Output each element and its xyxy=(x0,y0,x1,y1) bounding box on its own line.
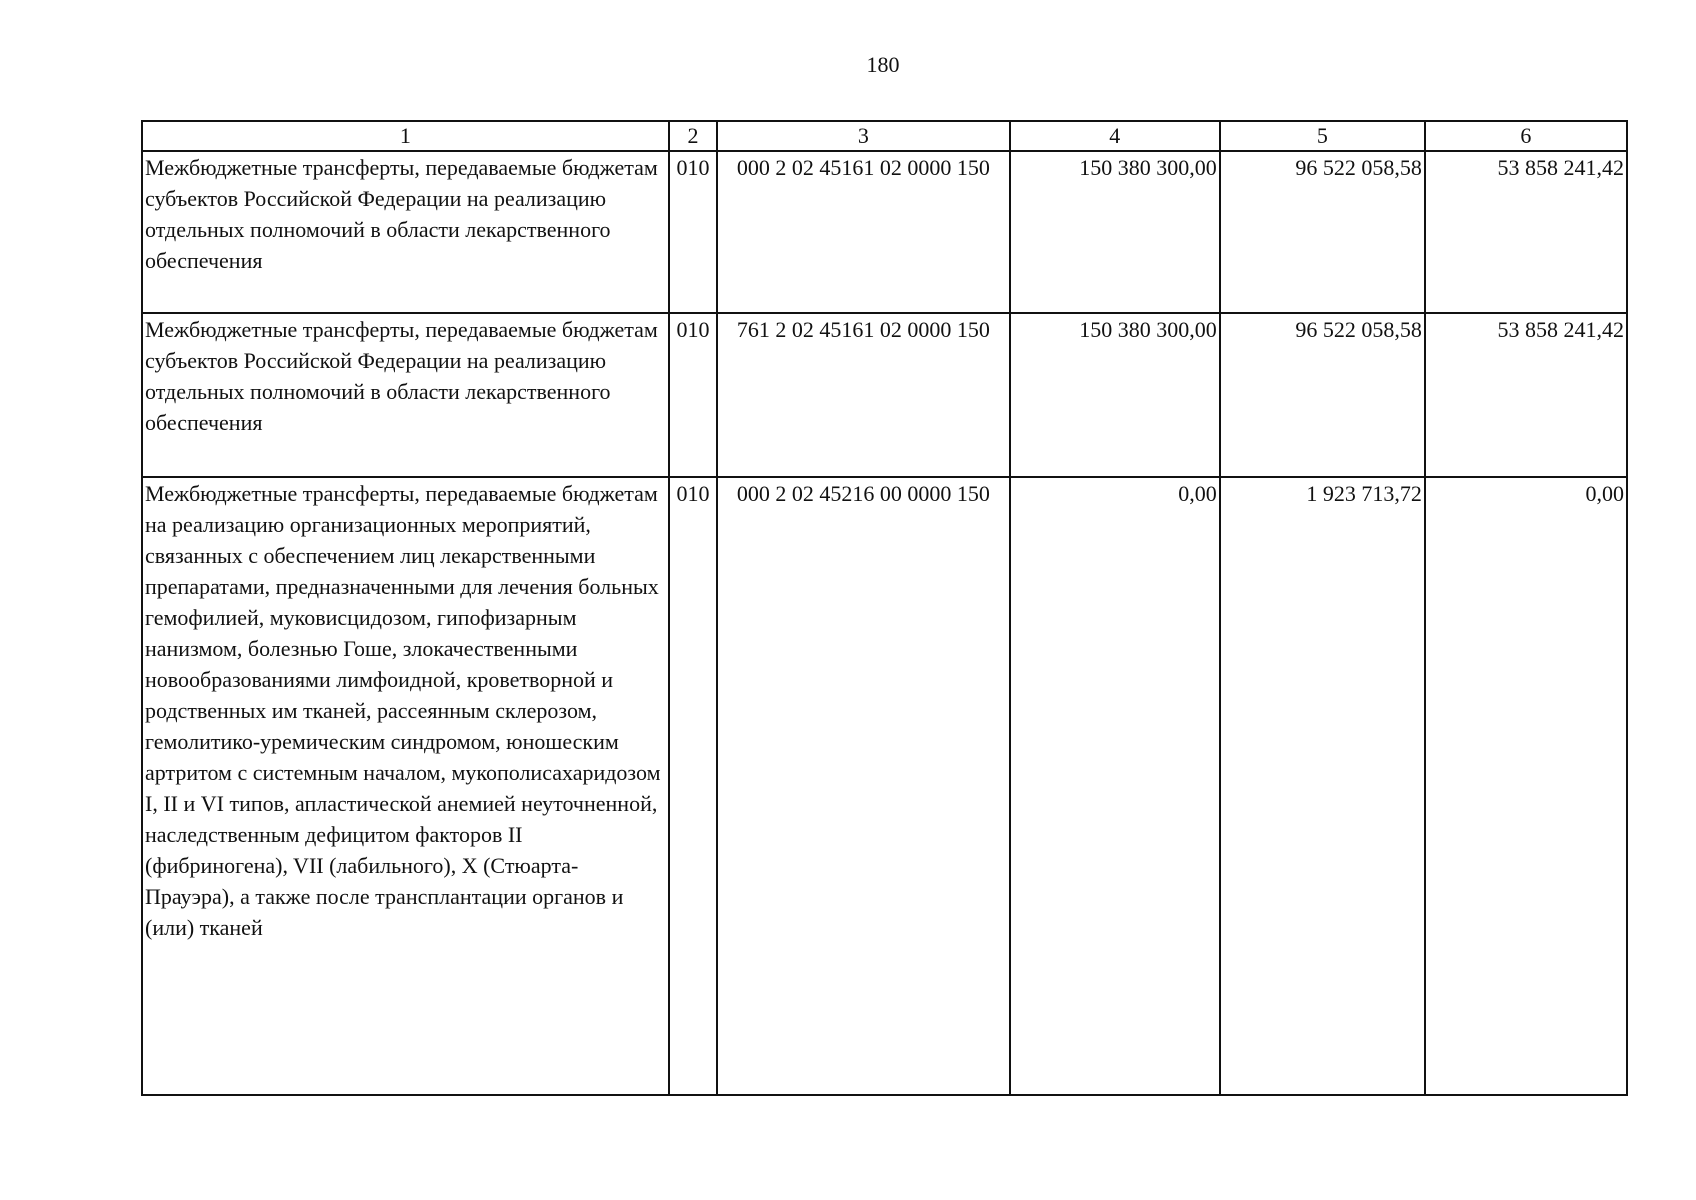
row-classification-cell: 761 2 02 45161 02 0000 150 xyxy=(717,313,1010,477)
row-col5-cell: 96 522 058,58 xyxy=(1220,151,1425,313)
header-row xyxy=(142,121,1627,151)
column-header-4: 4 xyxy=(1010,121,1220,151)
row-col5-cell: 1 923 713,72 xyxy=(1220,477,1425,1095)
row-classification-cell: 000 2 02 45216 00 0000 150 xyxy=(717,477,1010,1095)
table-row xyxy=(142,151,1627,313)
table-row xyxy=(142,313,1627,477)
row-col6-cell: 0,00 xyxy=(1425,477,1627,1095)
row-col4-cell: 0,00 xyxy=(1010,477,1220,1095)
row-col6-cell: 53 858 241,42 xyxy=(1425,313,1627,477)
row-col4-cell: 150 380 300,00 xyxy=(1010,313,1220,477)
row-name-cell: Межбюджетные трансферты, передаваемые бюджетам на реализацию организационных мероприятий, связанных с обеспечением лиц лекарственными препаратами, предназначенными для лечения больных гемофилией, муковисцидозом, гипофизарным нанизмом, болезнью Гоше, злокачественными новообразованиями лимфоидной, кроветворной и родственных им тканей, рассеянным склерозом, гемолитико-уремическим синдромом, юношеским артритом с системным началом, мукополисахаридозом I, II и VI типов, апластической анемией неуточненной, наследственным дефицитом факторов II (фибриногена), VII (лабильного), X (Стюарта-Прауэра), а также после трансплантации органов и (или) тканей xyxy=(142,477,669,1095)
row-col4-cell: 150 380 300,00 xyxy=(1010,151,1220,313)
row-col6-cell: 53 858 241,42 xyxy=(1425,151,1627,313)
column-header-3: 3 xyxy=(717,121,1010,151)
row-code-cell: 010 xyxy=(669,477,717,1095)
budget-table xyxy=(141,120,1628,1096)
column-header-5: 5 xyxy=(1220,121,1425,151)
table-row xyxy=(142,477,1627,1095)
column-header-2: 2 xyxy=(669,121,717,151)
row-code-cell: 010 xyxy=(669,313,717,477)
row-classification-cell: 000 2 02 45161 02 0000 150 xyxy=(717,151,1010,313)
column-header-6: 6 xyxy=(1425,121,1627,151)
row-code-cell: 010 xyxy=(669,151,717,313)
row-name-cell: Межбюджетные трансферты, передаваемые бюджетам субъектов Российской Федерации на реализацию отдельных полномочий в области лекарственного обеспечения xyxy=(142,151,669,313)
page-number: 180 xyxy=(866,52,900,77)
row-col5-cell: 96 522 058,58 xyxy=(1220,313,1425,477)
row-name-cell: Межбюджетные трансферты, передаваемые бюджетам субъектов Российской Федерации на реализацию отдельных полномочий в области лекарственного обеспечения xyxy=(142,313,669,477)
column-header-1: 1 xyxy=(142,121,669,151)
